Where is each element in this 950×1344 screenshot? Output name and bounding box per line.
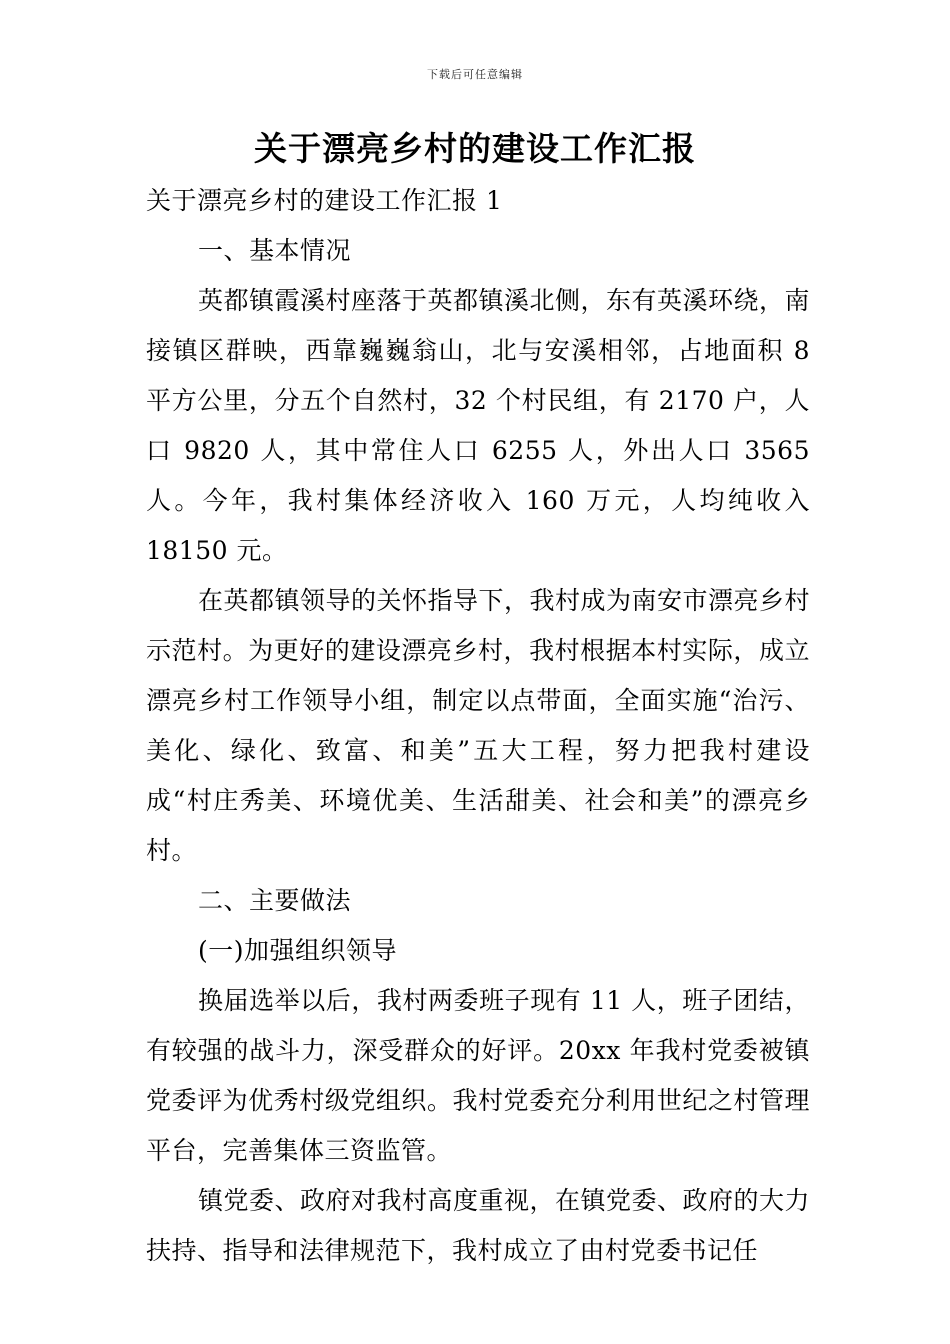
paragraph-party-committee: 换届选举以后，我村两委班子现有 11 人，班子团结，有较强的战斗力，深受群众的好评。20xx 年我村党委被镇党委评为优秀村级党组织。我村党委充分利用世纪之村管理平台，完善集体三资监管。: [146, 986, 810, 1165]
section-heading-basic-situation: 一、基本情况: [198, 236, 352, 265]
document-title: 关于漂亮乡村的建设工作汇报: [254, 129, 696, 168]
document-body: [146, 176, 810, 1276]
paragraph-beautiful-village-plan: 在英都镇领导的关怀指导下，我村成为南安市漂亮乡村示范村。为更好的建设漂亮乡村，我村根据本村实际，成立漂亮乡村工作领导小组，制定以点带面，全面实施“治污、美化、绿化、致富、和美”五大工程，努力把我村建设成“村庄秀美、环境优美、生活甜美、社会和美”的漂亮乡村。: [146, 586, 811, 865]
report-subtitle: 关于漂亮乡村的建设工作汇报 1: [146, 186, 503, 215]
paragraph-village-overview: 英都镇霞溪村座落于英都镇溪北侧，东有英溪环绕，南接镇区群映，西靠巍巍翁山，北与安溪相邻，占地面积 8 平方公里，分五个自然村，32 个村民组，有 2170 户，人口 9820 人，其中常住人口 6255 人，外出人口 3565 人。今年，我村集体经济收入 160 万元，人均纯收入 18150 元。: [146, 286, 811, 565]
subsection-heading-organization: (一)加强组织领导: [198, 936, 398, 965]
header-note: 下载后可任意编辑: [427, 68, 523, 81]
paragraph-government-support: 镇党委、政府对我村高度重视，在镇党委、政府的大力扶持、指导和法律规范下，我村成立了由村党委书记任: [146, 1186, 811, 1265]
section-heading-main-practices: 二、主要做法: [198, 886, 352, 915]
